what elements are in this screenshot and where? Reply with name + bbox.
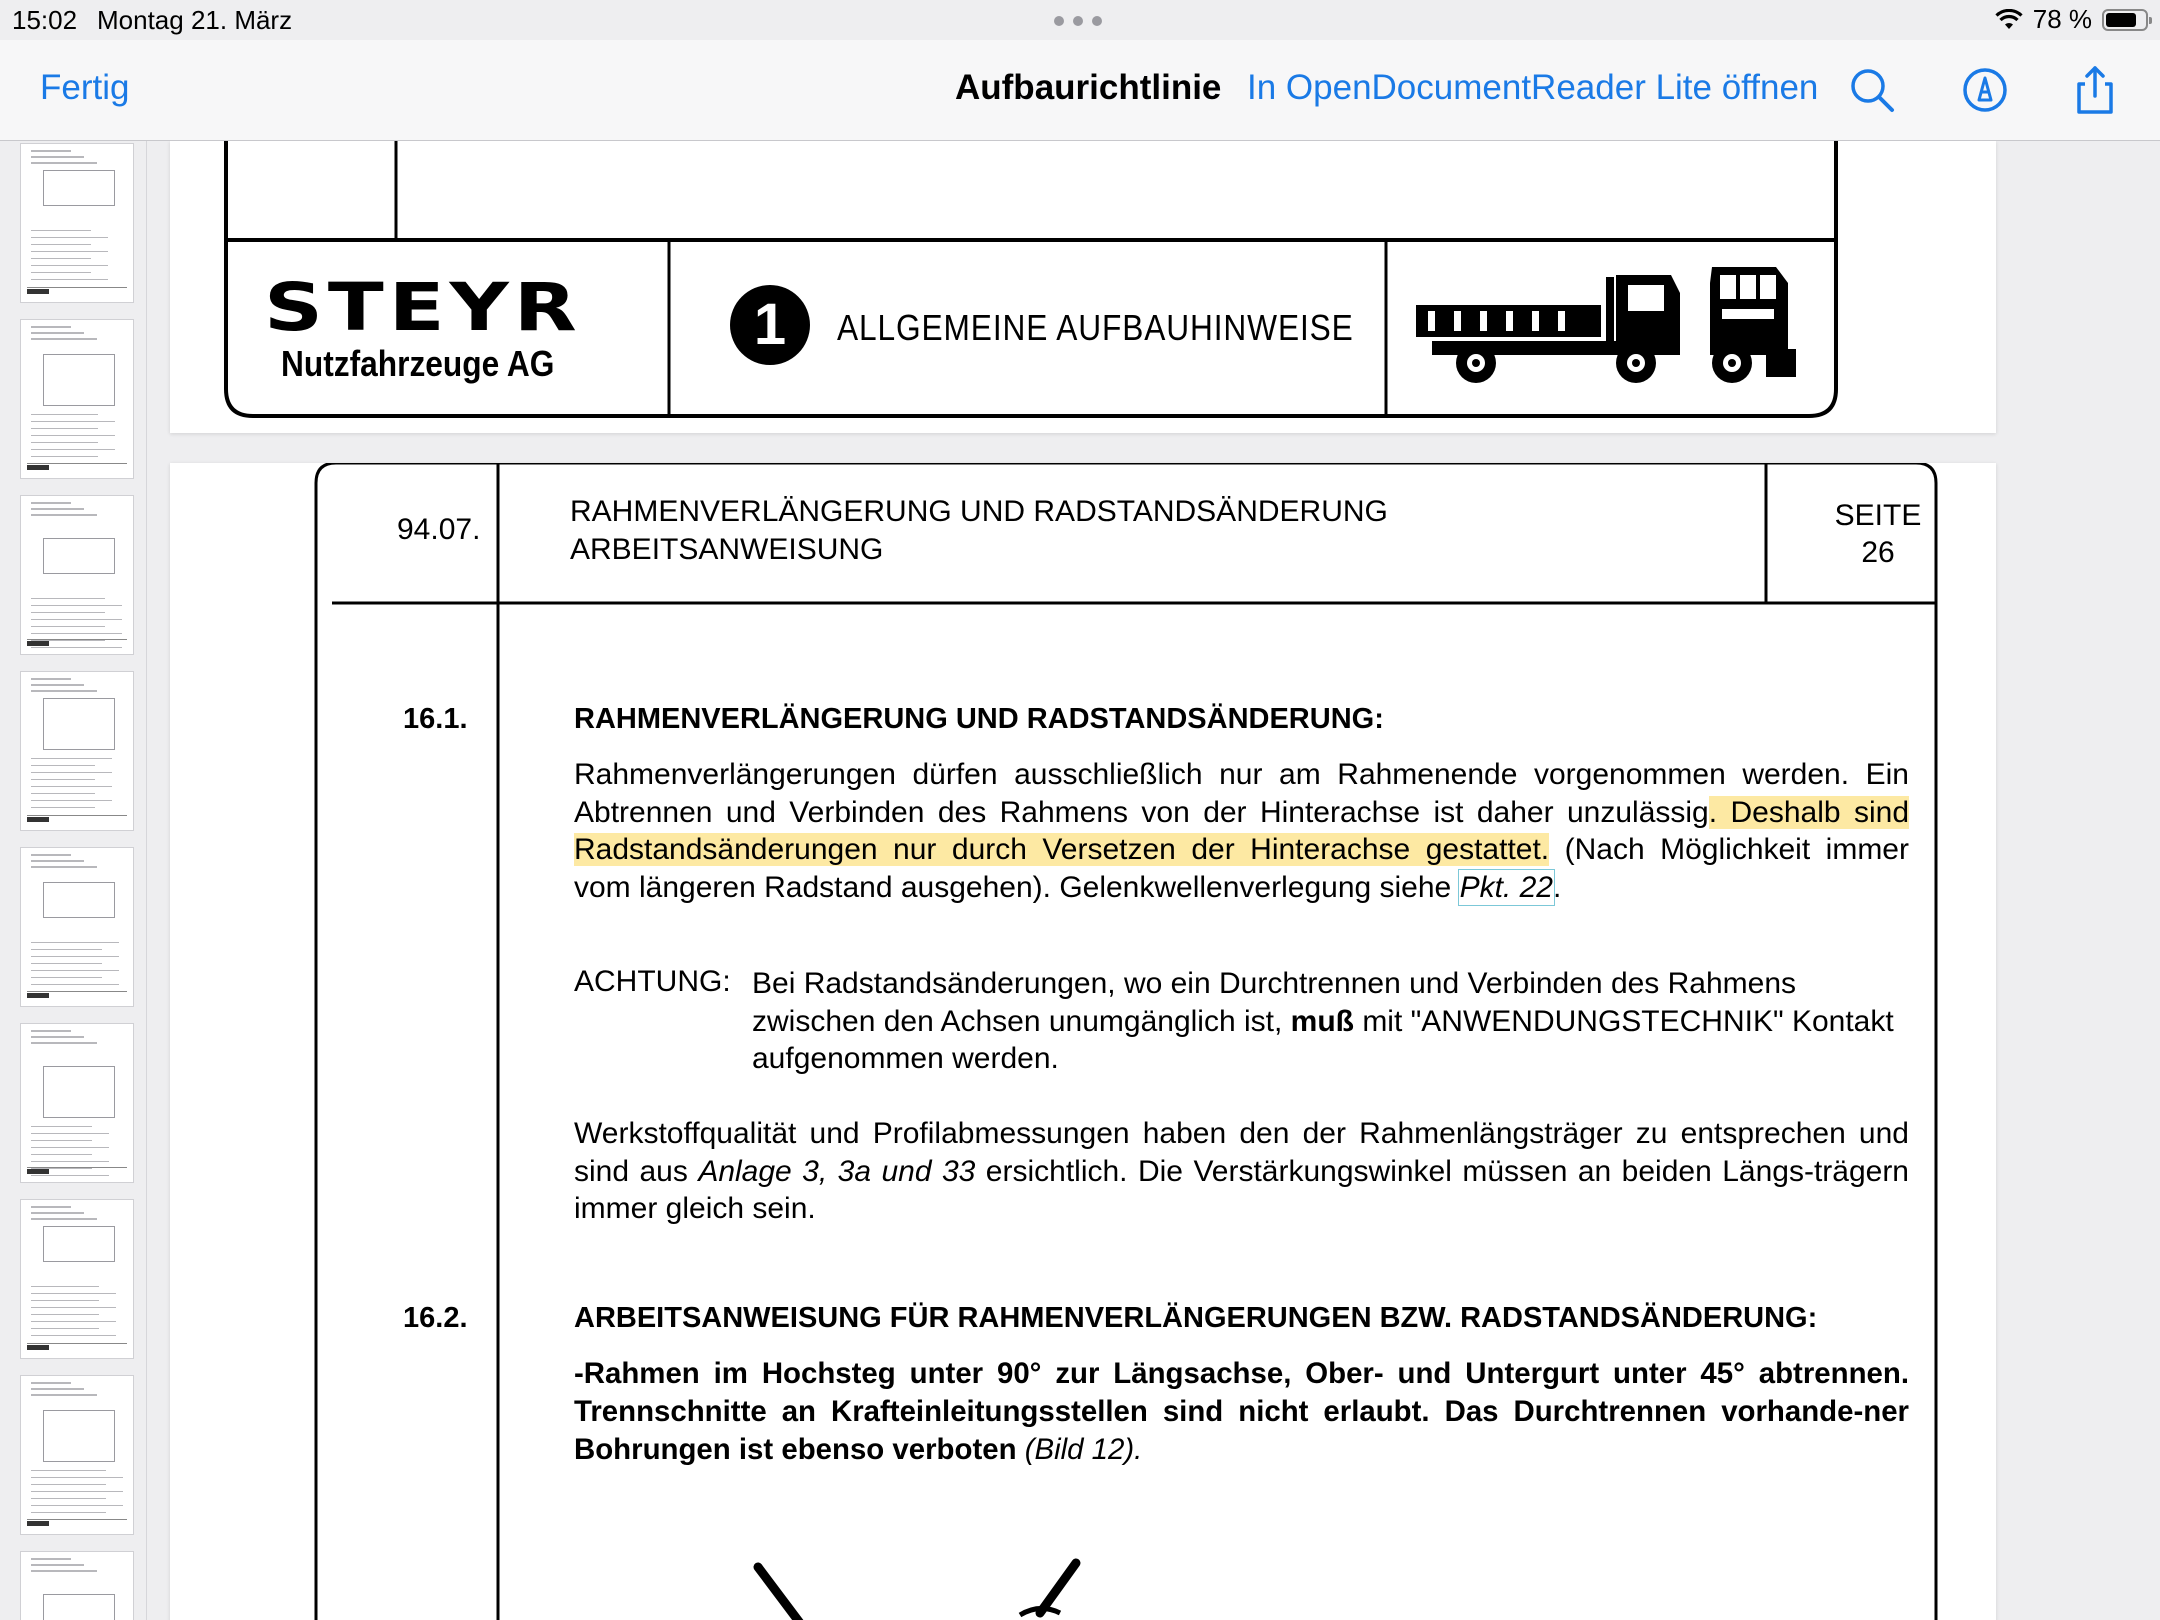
page-label: SEITE	[1834, 499, 1922, 532]
steyr-logo: STEYR	[264, 269, 582, 346]
page-thumbnail[interactable]	[20, 495, 134, 655]
status-bar	[0, 0, 2160, 40]
navigation-bar	[0, 40, 2160, 141]
previous-page	[170, 141, 1996, 433]
section-number: 16.2.	[403, 1302, 468, 1334]
page-thumbnail[interactable]	[20, 1023, 134, 1183]
status-date: Montag 21. März	[97, 5, 293, 35]
done-button[interactable]: Fertig	[40, 68, 130, 107]
chapter-title: ALLGEMEINE AUFBAUHINWEISE	[837, 307, 1354, 348]
document-page	[170, 463, 1996, 1620]
open-in-app-button[interactable]: In OpenDocumentReader Lite öffnen	[1247, 68, 1819, 107]
section-heading: RAHMENVERLÄNGERUNG UND RADSTANDSÄNDERUNG:	[574, 703, 1384, 735]
battery-percent: 78 %	[2032, 4, 2092, 34]
page-header-title: RAHMENVERLÄNGERUNG UND RADSTANDSÄNDERUNG	[570, 495, 1388, 528]
document-view[interactable]	[147, 141, 2160, 1620]
page-thumbnail[interactable]	[20, 143, 134, 303]
share-icon[interactable]	[2068, 62, 2122, 118]
multitasking-dots[interactable]	[1054, 16, 1102, 26]
text-highlight[interactable]: . Deshalb sind Radstandsänderungen nur durch Versetzen der Hinterachse gestattet.	[574, 795, 1910, 867]
page-thumbnail[interactable]	[20, 847, 134, 1007]
instruction-paragraph: -Rahmen im Hochsteg unter 90° zur Längsachse, Ober- und Untergurt unter 45° abtrennen. Trennschnitte an Krafteinleitungsstellen sind nicht erlaubt. Das Durchtrennen vorhande-ner Bohrungen ist ebenso verboten (Bild 12).	[574, 1357, 1909, 1466]
search-icon[interactable]	[1846, 62, 1900, 118]
document-title: Aufbaurichtlinie	[955, 68, 1222, 107]
paragraph: Werkstoffqualität und Profilabmessungen haben den der Rahmenlängsträger zu entsprechen und sind aus Anlage 3, 3a und 33 ersichtlich. Die Verstärkungswinkel müssen an beiden Längs-trägern immer gleich sein.	[574, 1117, 1909, 1226]
section-heading: ARBEITSANWEISUNG FÜR RAHMENVERLÄNGERUNGEN BZW. RADSTANDSÄNDERUNG:	[574, 1302, 1818, 1334]
chapter-number-badge: 1	[730, 285, 810, 365]
page-date: 94.07.	[397, 513, 481, 546]
company-subtitle: Nutzfahrzeuge AG	[281, 343, 555, 384]
page-thumbnail[interactable]	[20, 1375, 134, 1535]
paragraph: Rahmenverlängerungen dürfen ausschließlich nur am Rahmenende vorgenommen werden. Ein Abtrennen und Verbinden des Rahmens von der Hinterachse ist daher unzulässig. Deshalb sind Radstandsänderungen nur durch Versetzen der Hinterachse gestattet. (Nach Möglichkeit immer vom längeren Radstand ausgehen). Gelenkwellenverlegung siehe Pkt. 22.	[574, 758, 1910, 905]
wifi-icon	[1995, 9, 2023, 31]
page-thumbnail[interactable]	[20, 1199, 134, 1359]
page-thumbnails-sidebar[interactable]	[0, 141, 147, 1620]
page-thumbnail[interactable]	[20, 319, 134, 479]
battery-icon	[2102, 9, 2148, 31]
markup-icon[interactable]	[1958, 62, 2012, 118]
page-number: 26	[1861, 536, 1895, 569]
page-thumbnail[interactable]	[20, 1551, 134, 1620]
warning-label: ACHTUNG:	[574, 965, 731, 998]
section-number: 16.1.	[403, 703, 468, 735]
truck-icon	[1416, 263, 1806, 393]
page-thumbnail[interactable]	[20, 671, 134, 831]
cross-reference-link[interactable]: Pkt. 22	[1459, 871, 1553, 905]
page-header-subtitle: ARBEITSANWEISUNG	[570, 533, 884, 566]
warning-text: Bei Radstandsänderungen, wo ein Durchtrennen und Verbinden des Rahmens zwischen den Achsen unumgänglich ist, muß mit "ANWENDUNGSTECHNIK" Kontakt aufgenommen werden.	[752, 967, 1894, 1076]
status-time: 15:02	[12, 5, 78, 35]
